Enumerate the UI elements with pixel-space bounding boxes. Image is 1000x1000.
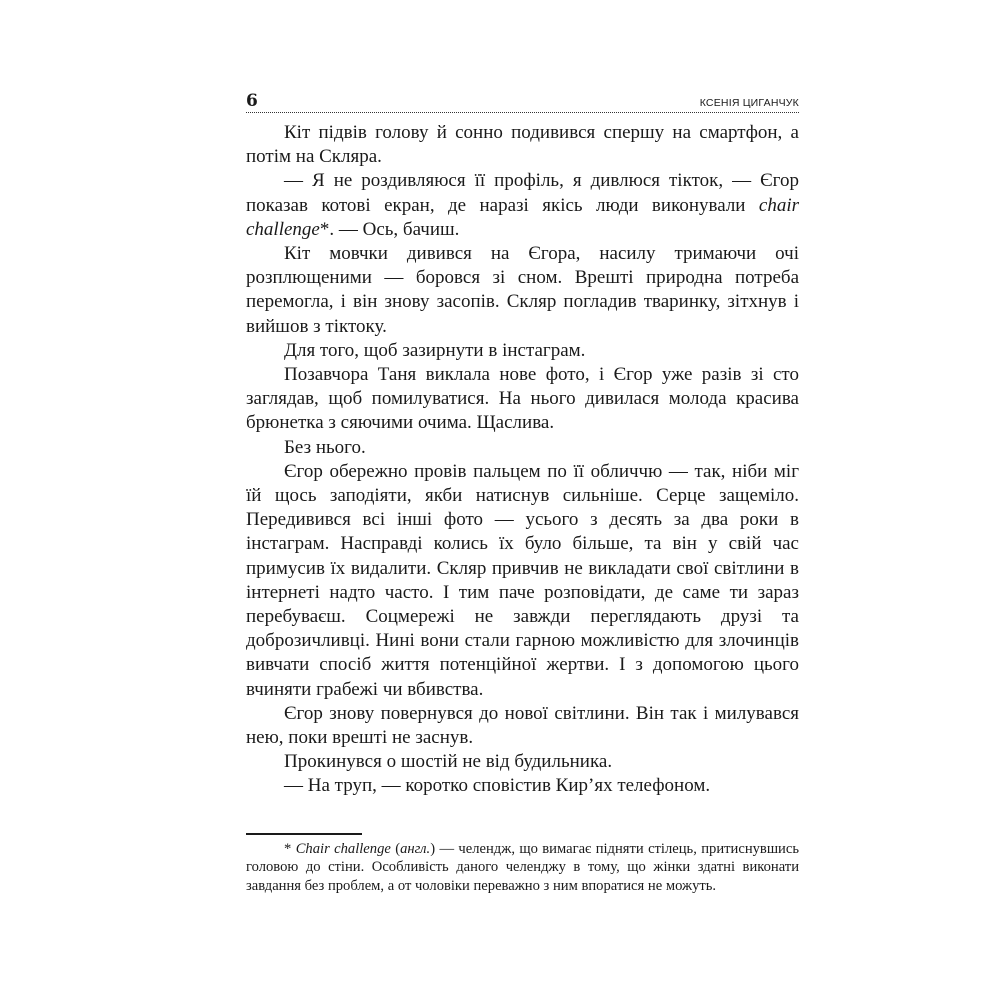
paragraph: — На труп, — коротко сповістив Кир’ях телефоном.: [284, 775, 711, 797]
italic-term: chair challenge: [246, 194, 799, 240]
page-header: [246, 88, 799, 113]
paragraph: Кіт мовчки дивився на Єгора, насилу тримаючи очі розплющеними — боровся зі сном. Врешті природна потреба перемогла, і він знову засопів. Скляр погладив тваринку, зітхнув і вийшов з тіктоку.: [246, 243, 799, 337]
footnote-term: Chair challenge: [295, 841, 391, 857]
paragraph: [246, 169, 799, 242]
paragraph-text: *. — Ось, бачиш.: [319, 218, 460, 240]
footnote-marker: *: [284, 841, 296, 857]
paragraph: Єгор обережно провів пальцем по її обличчю — так, ніби міг їй щось заподіяти, якби натиснув сильніше. Серце защеміло. Передивився всі інші фото — усього з десять за два роки в інстаграм. Насправді колись їх було більше, та він у свій час примусив їх видалити. Скляр привчив не викладати свої світлини в інтернеті надто часто. І тим паче розповідати, де саме ти зараз перебуваєш. Соцмережі не завжди переглядають друзі та доброзичливці. Нині вони стали гарною можливістю для злочинців вивчати спосіб життя потенційної жертви. І з допомогою цього вчиняти грабежі чи вбивства.: [246, 460, 799, 700]
paragraph: Кіт підвів голову й сонно подивився спершу на смартфон, а потім на Скляра.: [246, 122, 799, 168]
footnote-lang: англ.: [400, 841, 431, 857]
paragraph: Єгор знову повернувся до нової світлини. Він так і милувався нею, поки врешті не заснув.: [246, 702, 799, 749]
page-number: 6: [246, 91, 258, 111]
book-page: [246, 88, 799, 799]
paragraph: Позавчора Таня виклала нове фото, і Єгор уже разів зі сто заглядав, щоб помилуватися. На нього дивилася молода красива брюнетка з сяючими очима. Щаслива.: [246, 364, 799, 434]
paragraph: Для того, щоб зазирнути в інстаграм.: [284, 339, 586, 361]
paragraph-text: — Я не роздивляюся її профіль, я дивлюся тікток, — Єгор показав котові екран, де наразі якісь люди виконували: [246, 170, 799, 216]
body-text: [246, 121, 799, 799]
paragraph: Прокинувся о шостій не від будильника.: [284, 751, 613, 773]
footnote-divider: [246, 833, 362, 835]
footnote-text: — челендж, що вимагає підняти стілець, притиснувшись головою до стіни. Особливість даного челенджу в тому, що жінки здатні виконати завдання без проблем, а от чоловіки переважно з ним впоратися не можуть.: [246, 841, 799, 894]
running-head-author: КСЕНІЯ ЦИГАНЧУК: [699, 97, 799, 109]
footnote: * Chair challenge (англ.) — челендж, що вимагає підняти стілець, притиснувшись головою до стіни. Особливість даного челенджу в тому, що жінки здатні виконати завдання без проблем, а от чоловіки переважно з ним впоратися не можуть.: [246, 841, 799, 894]
paragraph: Без нього.: [284, 436, 366, 458]
